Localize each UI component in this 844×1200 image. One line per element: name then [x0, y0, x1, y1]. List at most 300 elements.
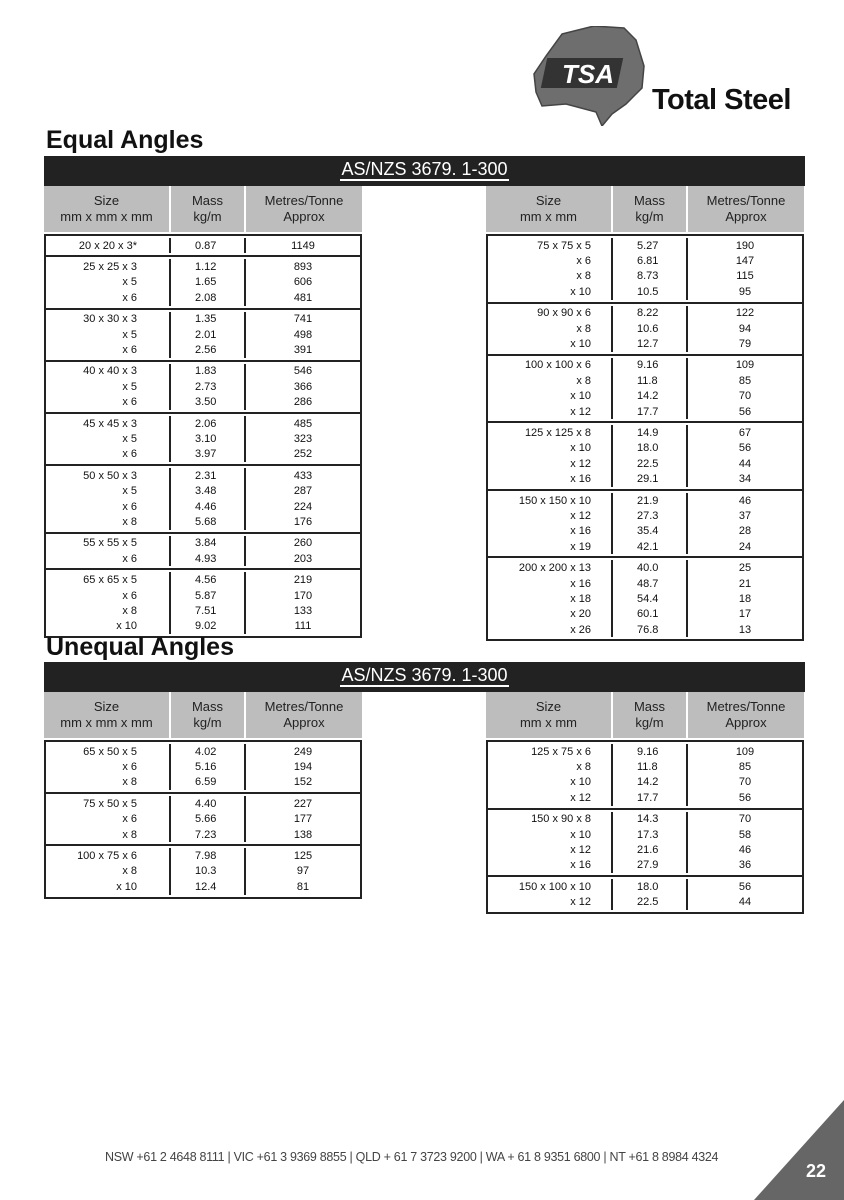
table-body [44, 740, 362, 899]
size-cell: x 6 [122, 291, 137, 304]
size-cell: 100 x 75 x 6 [77, 850, 137, 863]
metres-per-tonne-column-header: Metres/Tonne Approx [244, 692, 362, 738]
size-cell: x 18 [570, 592, 591, 605]
mass-cell: 2.73 [169, 379, 244, 394]
table-row [46, 812, 360, 827]
table-row [46, 468, 360, 483]
metres-per-tonne-cell: 485 [244, 416, 360, 431]
mass-cell: 7.98 [169, 848, 244, 863]
table-row [488, 321, 802, 336]
table-row [46, 431, 360, 446]
mass-cell: 2.56 [169, 342, 244, 357]
size-group [46, 464, 360, 532]
table-row [46, 827, 360, 842]
mass-cell: 10.6 [611, 321, 686, 336]
metres-per-tonne-cell: 95 [686, 284, 802, 299]
table-row [46, 342, 360, 357]
mass-cell: 3.50 [169, 395, 244, 410]
metres-per-tonne-cell: 115 [686, 269, 802, 284]
table-row [46, 619, 360, 634]
metres-per-tonne-cell: 249 [244, 744, 360, 759]
table-row [46, 572, 360, 587]
metres-per-tonne-cell: 70 [686, 812, 802, 827]
mass-cell: 4.40 [169, 796, 244, 811]
table-row [488, 389, 802, 404]
mass-column-header: Mass kg/m [169, 692, 244, 738]
metres-per-tonne-cell: 194 [244, 759, 360, 774]
table-row [46, 588, 360, 603]
table-body [486, 234, 804, 641]
metres-per-tonne-cell: 44 [686, 895, 802, 910]
metres-per-tonne-cell: 391 [244, 342, 360, 357]
table-row [488, 471, 802, 486]
size-column-header: Size mm x mm [519, 193, 578, 224]
mass-cell: 17.7 [611, 790, 686, 805]
total-steel-logo [532, 26, 812, 126]
metres-per-tonne-cell: 252 [244, 447, 360, 462]
table-row [488, 373, 802, 388]
table-row [488, 759, 802, 774]
mass-cell: 12.7 [611, 336, 686, 351]
table-row [488, 895, 802, 910]
size-cell: 40 x 40 x 3 [83, 365, 137, 378]
size-cell: x 26 [570, 623, 591, 636]
mass-cell: 5.68 [169, 514, 244, 529]
table-row [488, 404, 802, 419]
metres-per-tonne-cell: 17 [686, 607, 802, 622]
size-column-header: Size mm x mm x mm [60, 193, 153, 224]
table-row [46, 551, 360, 566]
metres-per-tonne-column-header: Metres/Tonne Approx [686, 186, 804, 232]
table-row [46, 327, 360, 342]
table-row [46, 848, 360, 863]
size-group [46, 308, 360, 360]
column-header-row [44, 186, 362, 232]
table-row [46, 416, 360, 431]
table-row [46, 290, 360, 305]
mass-cell: 8.22 [611, 306, 686, 321]
table-row [488, 744, 802, 759]
mass-cell: 22.5 [611, 895, 686, 910]
size-group [488, 742, 802, 808]
size-cell: 30 x 30 x 3 [83, 313, 137, 326]
mass-cell: 18.0 [611, 441, 686, 456]
table-row [46, 864, 360, 879]
size-cell: x 8 [122, 604, 137, 617]
mass-cell: 9.16 [611, 358, 686, 373]
metres-per-tonne-cell: 37 [686, 508, 802, 523]
mass-cell: 48.7 [611, 576, 686, 591]
column-header-row [44, 692, 362, 738]
mass-cell: 4.93 [169, 551, 244, 566]
metres-per-tonne-cell: 122 [686, 306, 802, 321]
metres-per-tonne-cell: 109 [686, 358, 802, 373]
mass-cell: 6.59 [169, 775, 244, 790]
mass-cell: 17.3 [611, 827, 686, 842]
metres-per-tonne-cell: 606 [244, 275, 360, 290]
metres-per-tonne-cell: 177 [244, 812, 360, 827]
size-cell: x 10 [570, 776, 591, 789]
size-cell: x 10 [570, 285, 591, 298]
metres-per-tonne-cell: 85 [686, 759, 802, 774]
size-cell: 20 x 20 x 3* [78, 239, 137, 252]
table-row [46, 395, 360, 410]
table-row [46, 259, 360, 274]
metres-per-tonne-cell: 227 [244, 796, 360, 811]
metres-per-tonne-cell: 260 [244, 536, 360, 551]
metres-per-tonne-cell: 94 [686, 321, 802, 336]
mass-cell: 1.12 [169, 259, 244, 274]
table-row [488, 858, 802, 873]
size-cell: x 10 [570, 390, 591, 403]
size-cell: x 6 [122, 448, 137, 461]
table-row [488, 622, 802, 637]
unequal-angles-title: Unequal Angles [46, 633, 234, 661]
mass-cell: 17.7 [611, 404, 686, 419]
logo-mark-text: TSA [562, 59, 614, 89]
metres-per-tonne-cell: 34 [686, 471, 802, 486]
metres-per-tonne-cell: 97 [244, 864, 360, 879]
metres-per-tonne-cell: 13 [686, 622, 802, 637]
mass-cell: 18.0 [611, 879, 686, 894]
size-cell: x 20 [570, 608, 591, 621]
mass-cell: 11.8 [611, 373, 686, 388]
mass-cell: 5.87 [169, 588, 244, 603]
metres-per-tonne-cell: 147 [686, 253, 802, 268]
table-row [488, 842, 802, 857]
table-row [488, 425, 802, 440]
size-cell: x 10 [570, 338, 591, 351]
metres-per-tonne-cell: 1149 [244, 238, 360, 253]
mass-cell: 42.1 [611, 539, 686, 554]
table-row [488, 827, 802, 842]
size-cell: x 6 [122, 396, 137, 409]
size-column-header: Size mm x mm [519, 699, 578, 730]
size-cell: x 19 [570, 540, 591, 553]
size-group [46, 532, 360, 569]
table-body [486, 740, 804, 914]
size-group [488, 875, 802, 912]
metres-per-tonne-cell: 24 [686, 539, 802, 554]
size-cell: x 10 [116, 620, 137, 633]
size-group [46, 255, 360, 307]
metres-per-tonne-cell: 46 [686, 842, 802, 857]
table-row [488, 238, 802, 253]
size-cell: 75 x 50 x 5 [83, 797, 137, 810]
table-row [488, 790, 802, 805]
size-cell: x 6 [122, 344, 137, 357]
metres-per-tonne-cell: 67 [686, 425, 802, 440]
metres-per-tonne-cell: 21 [686, 576, 802, 591]
size-cell: x 5 [122, 485, 137, 498]
size-cell: x 10 [570, 442, 591, 455]
mass-cell: 35.4 [611, 524, 686, 539]
table-row [488, 456, 802, 471]
size-cell: x 12 [570, 896, 591, 909]
mass-cell: 4.02 [169, 744, 244, 759]
metres-per-tonne-cell: 741 [244, 312, 360, 327]
metres-per-tonne-cell: 70 [686, 389, 802, 404]
metres-per-tonne-cell: 109 [686, 744, 802, 759]
equal-angles-standard: AS/NZS 3679. 1-300 [341, 159, 508, 179]
table-row [488, 539, 802, 554]
size-cell: x 12 [570, 405, 591, 418]
metres-per-tonne-cell: 138 [244, 827, 360, 842]
size-cell: x 8 [576, 270, 591, 283]
size-cell: 65 x 65 x 5 [83, 574, 137, 587]
mass-cell: 54.4 [611, 591, 686, 606]
page-number: 22 [805, 1161, 826, 1181]
table-row [46, 312, 360, 327]
table-row [46, 759, 360, 774]
table-row [488, 576, 802, 591]
size-cell: x 8 [122, 828, 137, 841]
mass-cell: 60.1 [611, 607, 686, 622]
mass-cell: 5.16 [169, 759, 244, 774]
table-row [488, 560, 802, 575]
size-cell: x 6 [122, 761, 137, 774]
column-header-row [486, 692, 804, 738]
size-group [488, 236, 802, 302]
size-cell: x 5 [122, 276, 137, 289]
mass-cell: 27.9 [611, 858, 686, 873]
mass-cell: 29.1 [611, 471, 686, 486]
size-cell: 125 x 125 x 8 [524, 426, 591, 439]
mass-cell: 12.4 [169, 879, 244, 894]
size-cell: 25 x 25 x 3 [83, 261, 137, 274]
size-cell: 200 x 200 x 13 [518, 562, 591, 575]
size-cell: x 8 [122, 776, 137, 789]
metres-per-tonne-cell: 287 [244, 483, 360, 498]
mass-cell: 10.3 [169, 864, 244, 879]
size-cell: 150 x 150 x 10 [518, 494, 591, 507]
table-row [488, 812, 802, 827]
metres-per-tonne-cell: 125 [244, 848, 360, 863]
table-row [488, 591, 802, 606]
table-row [488, 336, 802, 351]
mass-cell: 2.01 [169, 327, 244, 342]
size-cell: x 16 [570, 577, 591, 590]
brand-name: Total Steel [652, 84, 791, 116]
mass-cell: 2.06 [169, 416, 244, 431]
metres-per-tonne-cell: 498 [244, 327, 360, 342]
size-cell: x 6 [122, 589, 137, 602]
table-row [46, 364, 360, 379]
table-row [488, 253, 802, 268]
size-group [488, 556, 802, 639]
size-group [488, 421, 802, 489]
metres-per-tonne-cell: 56 [686, 879, 802, 894]
australia-map-icon [532, 26, 652, 126]
table-row [46, 238, 360, 253]
size-group [46, 236, 360, 255]
size-cell: 75 x 75 x 5 [537, 239, 591, 252]
size-cell: 90 x 90 x 6 [537, 307, 591, 320]
size-cell: x 10 [116, 880, 137, 893]
mass-cell: 9.16 [611, 744, 686, 759]
size-cell: 125 x 75 x 6 [531, 745, 591, 758]
size-group [488, 302, 802, 354]
metres-per-tonne-cell: 81 [244, 879, 360, 894]
size-group [46, 360, 360, 412]
size-cell: x 16 [570, 525, 591, 538]
mass-cell: 3.84 [169, 536, 244, 551]
mass-cell: 5.27 [611, 238, 686, 253]
table-row [46, 483, 360, 498]
equal-angles-standard-bar [44, 156, 805, 186]
mass-cell: 11.8 [611, 759, 686, 774]
mass-cell: 3.97 [169, 447, 244, 462]
metres-per-tonne-cell: 56 [686, 404, 802, 419]
size-cell: x 6 [122, 813, 137, 826]
metres-per-tonne-cell: 176 [244, 514, 360, 529]
size-cell: x 5 [122, 328, 137, 341]
mass-cell: 21.6 [611, 842, 686, 857]
metres-per-tonne-cell: 546 [244, 364, 360, 379]
size-cell: x 12 [570, 844, 591, 857]
mass-cell: 21.9 [611, 493, 686, 508]
mass-cell: 2.08 [169, 290, 244, 305]
table-row [488, 524, 802, 539]
metres-per-tonne-cell: 170 [244, 588, 360, 603]
metres-per-tonne-cell: 366 [244, 379, 360, 394]
mass-cell: 22.5 [611, 456, 686, 471]
size-cell: 150 x 100 x 10 [518, 880, 591, 893]
mass-cell: 3.10 [169, 431, 244, 446]
mass-cell: 1.65 [169, 275, 244, 290]
table-row [488, 508, 802, 523]
size-cell: x 5 [122, 380, 137, 393]
metres-per-tonne-cell: 224 [244, 499, 360, 514]
mass-cell: 7.51 [169, 603, 244, 618]
size-group [46, 568, 360, 636]
metres-per-tonne-cell: 28 [686, 524, 802, 539]
mass-cell: 4.46 [169, 499, 244, 514]
mass-cell: 7.23 [169, 827, 244, 842]
size-cell: x 8 [576, 322, 591, 335]
metres-per-tonne-column-header: Metres/Tonne Approx [686, 692, 804, 738]
mass-cell: 2.31 [169, 468, 244, 483]
mass-cell: 1.35 [169, 312, 244, 327]
table-row [46, 499, 360, 514]
mass-cell: 3.48 [169, 483, 244, 498]
size-cell: 45 x 45 x 3 [83, 417, 137, 430]
metres-per-tonne-cell: 85 [686, 373, 802, 388]
size-cell: 55 x 55 x 5 [83, 537, 137, 550]
size-cell: 50 x 50 x 3 [83, 469, 137, 482]
mass-cell: 14.2 [611, 389, 686, 404]
metres-per-tonne-cell: 893 [244, 259, 360, 274]
size-cell: x 8 [122, 515, 137, 528]
metres-per-tonne-cell: 190 [686, 238, 802, 253]
size-group [488, 489, 802, 557]
mass-cell: 6.81 [611, 253, 686, 268]
size-cell: 100 x 100 x 6 [524, 359, 591, 372]
size-cell: x 8 [576, 374, 591, 387]
column-header-row [486, 186, 804, 232]
metres-per-tonne-cell: 36 [686, 858, 802, 873]
table-row [46, 775, 360, 790]
metres-per-tonne-cell: 56 [686, 790, 802, 805]
size-cell: x 12 [570, 509, 591, 522]
mass-cell: 4.56 [169, 572, 244, 587]
size-cell: x 12 [570, 457, 591, 470]
table-row [46, 536, 360, 551]
metres-per-tonne-cell: 25 [686, 560, 802, 575]
size-group [488, 354, 802, 422]
table-row [46, 879, 360, 894]
mass-cell: 27.3 [611, 508, 686, 523]
table-row [46, 744, 360, 759]
size-column-header: Size mm x mm x mm [60, 699, 153, 730]
size-cell: x 10 [570, 828, 591, 841]
size-group [46, 792, 360, 844]
size-cell: x 5 [122, 432, 137, 445]
metres-per-tonne-cell: 433 [244, 468, 360, 483]
metres-per-tonne-cell: 133 [244, 603, 360, 618]
mass-column-header: Mass kg/m [169, 186, 244, 232]
metres-per-tonne-cell: 203 [244, 551, 360, 566]
size-cell: 150 x 90 x 8 [531, 813, 591, 826]
size-cell: x 12 [570, 791, 591, 804]
metres-per-tonne-cell: 111 [244, 619, 360, 634]
metres-per-tonne-cell: 219 [244, 572, 360, 587]
mass-cell: 9.02 [169, 619, 244, 634]
mass-cell: 0.87 [169, 238, 244, 253]
size-cell: 65 x 50 x 5 [83, 745, 137, 758]
metres-per-tonne-cell: 79 [686, 336, 802, 351]
metres-per-tonne-cell: 56 [686, 441, 802, 456]
equal-angles-title: Equal Angles [46, 126, 204, 154]
table-row [46, 447, 360, 462]
table-row [46, 379, 360, 394]
mass-cell: 10.5 [611, 284, 686, 299]
metres-per-tonne-cell: 46 [686, 493, 802, 508]
size-cell: x 16 [570, 859, 591, 872]
metres-per-tonne-cell: 44 [686, 456, 802, 471]
table-body [44, 234, 362, 638]
footer-contacts: NSW +61 2 4648 8111 | VIC +61 3 9369 8855 | QLD + 61 7 3723 9200 | WA + 61 8 9351 6800 | NT +61 8 8984 4324 [105, 1150, 719, 1164]
table-row [488, 306, 802, 321]
table-row [488, 879, 802, 894]
table-row [46, 603, 360, 618]
table-row [488, 493, 802, 508]
table-row [46, 796, 360, 811]
size-group [46, 412, 360, 464]
mass-column-header: Mass kg/m [611, 692, 686, 738]
size-group [46, 742, 360, 792]
size-group [46, 844, 360, 896]
size-cell: x 6 [576, 255, 591, 268]
table-row [488, 269, 802, 284]
mass-cell: 8.73 [611, 269, 686, 284]
unequal-angles-standard: AS/NZS 3679. 1-300 [341, 665, 508, 685]
metres-per-tonne-cell: 18 [686, 591, 802, 606]
table-row [488, 284, 802, 299]
page-corner-shape [704, 1100, 844, 1200]
metres-per-tonne-cell: 323 [244, 431, 360, 446]
size-cell: x 8 [122, 865, 137, 878]
mass-column-header: Mass kg/m [611, 186, 686, 232]
mass-cell: 14.9 [611, 425, 686, 440]
metres-per-tonne-cell: 286 [244, 395, 360, 410]
unequal-angles-standard-bar [44, 662, 805, 692]
mass-cell: 40.0 [611, 560, 686, 575]
mass-cell: 76.8 [611, 622, 686, 637]
table-row [488, 441, 802, 456]
metres-per-tonne-column-header: Metres/Tonne Approx [244, 186, 362, 232]
size-cell: x 16 [570, 473, 591, 486]
